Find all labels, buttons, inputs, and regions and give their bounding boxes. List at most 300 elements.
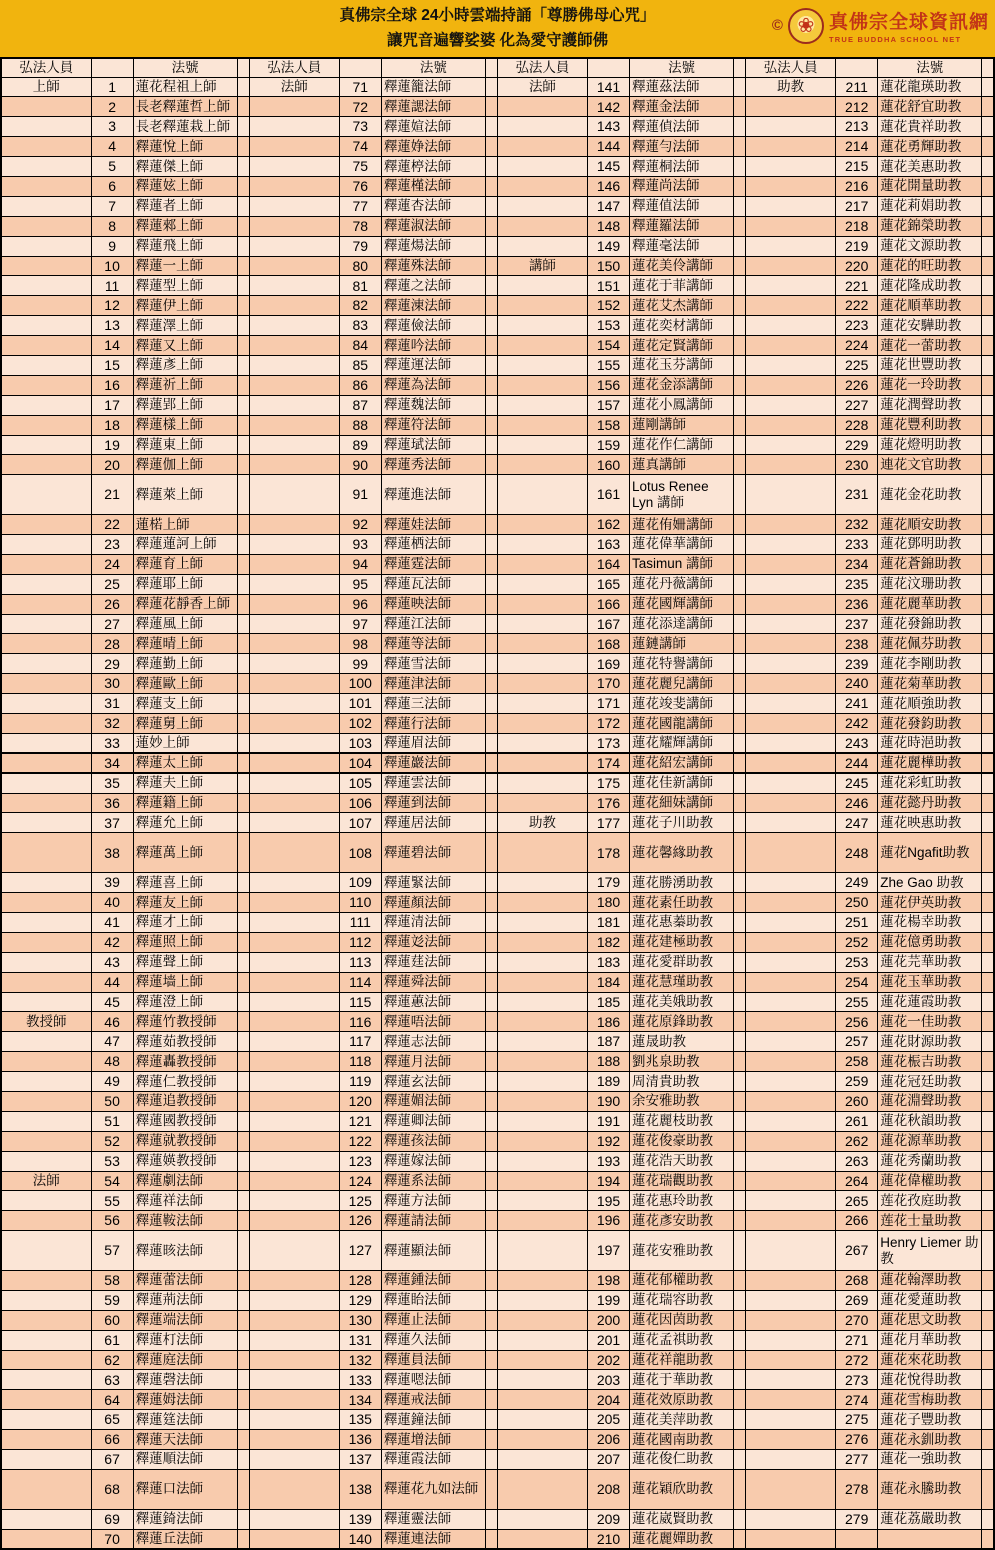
spacer-cell [485, 1310, 497, 1330]
number-cell: 233 [836, 535, 878, 555]
name-cell: 蓮花世豐助教 [878, 355, 982, 375]
spacer-cell [734, 455, 746, 475]
role-cell [1, 236, 91, 256]
spacer-cell [485, 1171, 497, 1191]
number-cell: 85 [339, 355, 381, 375]
role-cell [497, 1012, 587, 1032]
role-cell [746, 1330, 836, 1350]
number-cell: 68 [91, 1469, 133, 1509]
role-cell [746, 992, 836, 1012]
roster-row [1, 1330, 994, 1350]
role-cell [746, 515, 836, 535]
spacer-cell [485, 375, 497, 395]
number-cell: 264 [836, 1171, 878, 1191]
spacer-cell [237, 1052, 249, 1072]
role-cell [746, 1032, 836, 1052]
name-cell: 釋蓮花九如法師 [381, 1469, 485, 1509]
role-cell [497, 1171, 587, 1191]
spacer-cell [734, 554, 746, 574]
roster-row [1, 97, 994, 117]
role-cell [1, 1450, 91, 1470]
spacer-cell [237, 1072, 249, 1092]
spacer-cell [237, 137, 249, 157]
spacer-cell [237, 793, 249, 813]
number-cell: 254 [836, 972, 878, 992]
spacer-cell [485, 594, 497, 614]
roster-row [1, 614, 994, 634]
spacer-cell [982, 614, 994, 634]
number-cell: 116 [339, 1012, 381, 1032]
role-cell [497, 634, 587, 654]
number-cell: 55 [91, 1191, 133, 1211]
role-cell [746, 753, 836, 773]
number-cell: 103 [339, 733, 381, 753]
spacer-cell [982, 296, 994, 316]
number-cell: 262 [836, 1131, 878, 1151]
number-cell: 45 [91, 992, 133, 1012]
number-cell: 10 [91, 256, 133, 276]
number-cell: 84 [339, 336, 381, 356]
role-cell [746, 336, 836, 356]
name-cell: 蓮花龍瑛助教 [878, 77, 982, 97]
name-cell: 釋蓮仁教授師 [133, 1072, 237, 1092]
spacer-cell [982, 455, 994, 475]
number-cell: 69 [91, 1509, 133, 1529]
number-cell: 247 [836, 813, 878, 833]
role-cell [1, 455, 91, 475]
role-cell [497, 1151, 587, 1171]
name-cell: 釋蓮支上師 [133, 694, 237, 714]
number-cell: 214 [836, 137, 878, 157]
name-cell: 釋蓮茹教授師 [133, 1032, 237, 1052]
number-cell: 74 [339, 137, 381, 157]
number-cell: 37 [91, 813, 133, 833]
role-cell [1, 1151, 91, 1171]
role-cell [497, 893, 587, 913]
number-cell: 51 [91, 1111, 133, 1131]
role-cell [249, 316, 339, 336]
number-cell: 6 [91, 176, 133, 196]
name-cell: 蓮花惠玲助教 [630, 1191, 734, 1211]
number-cell: 189 [587, 1072, 629, 1092]
name-cell: 釋蓮媗法師 [381, 117, 485, 137]
spacer-cell [982, 714, 994, 734]
spacer-cell [485, 216, 497, 236]
roster-row [1, 813, 994, 833]
role-cell [1, 1430, 91, 1450]
role-cell [746, 1350, 836, 1370]
number-cell: 112 [339, 932, 381, 952]
number-cell: 241 [836, 694, 878, 714]
name-cell: 釋蓮等法師 [381, 634, 485, 654]
number-cell: 39 [91, 873, 133, 893]
number-cell: 173 [587, 733, 629, 753]
name-cell: 蓮花Ngafit助教 [878, 833, 982, 873]
name-cell: 釋蓮魏法師 [381, 395, 485, 415]
roster-row [1, 594, 994, 614]
name-cell: 蓮花郁權助教 [630, 1270, 734, 1290]
spacer-cell [734, 336, 746, 356]
number-cell: 91 [339, 475, 381, 515]
spacer-cell [237, 773, 249, 793]
name-cell: 釋蓮端法師 [133, 1310, 237, 1330]
number-cell: 205 [587, 1410, 629, 1430]
number-cell: 25 [91, 574, 133, 594]
role-cell [249, 97, 339, 117]
role-cell [249, 1032, 339, 1052]
role-cell [249, 654, 339, 674]
number-cell: 102 [339, 714, 381, 734]
roster-row [1, 276, 994, 296]
name-cell: 釋蓮籍上師 [133, 793, 237, 813]
spacer-cell [237, 1131, 249, 1151]
name-cell: 蓮花麗嬋助教 [630, 1529, 734, 1549]
number-cell: 234 [836, 554, 878, 574]
name-cell: 釋蓮允上師 [133, 813, 237, 833]
spacer-cell [734, 1171, 746, 1191]
name-cell: 釋蓮靈法師 [381, 1509, 485, 1529]
name-cell: 釋蓮之法師 [381, 276, 485, 296]
name-cell: 釋蓮員法師 [381, 1350, 485, 1370]
spacer-cell [734, 1390, 746, 1410]
name-cell: 蓮花俊仁助教 [630, 1450, 734, 1470]
spacer-cell [734, 594, 746, 614]
name-cell: 釋蓮鍾法師 [381, 1270, 485, 1290]
role-cell [746, 1191, 836, 1211]
role-cell [497, 753, 587, 773]
number-cell: 206 [587, 1430, 629, 1450]
spacer-cell [982, 1171, 994, 1191]
name-cell: Lotus Renee Lyn 講師 [630, 475, 734, 515]
roster-row [1, 1091, 994, 1111]
spacer-cell [485, 1390, 497, 1410]
roster-row [1, 1290, 994, 1310]
spacer-cell [982, 674, 994, 694]
role-cell [497, 1290, 587, 1310]
role-cell [1, 276, 91, 296]
name-cell: 釋蓮江法師 [381, 614, 485, 634]
role-cell [746, 117, 836, 137]
role-cell [249, 296, 339, 316]
role-cell [746, 893, 836, 913]
spacer-cell [982, 157, 994, 177]
spacer-cell [734, 77, 746, 97]
number-cell: 158 [587, 415, 629, 435]
role-cell [746, 316, 836, 336]
number-cell: 71 [339, 77, 381, 97]
spacer-cell [237, 1111, 249, 1131]
role-cell: 法師 [249, 77, 339, 97]
number-cell: 110 [339, 893, 381, 913]
spacer-cell [485, 1091, 497, 1111]
role-cell [1, 1072, 91, 1092]
number-cell: 246 [836, 793, 878, 813]
role-cell [249, 157, 339, 177]
name-cell: 釋蓮錡法師 [133, 1509, 237, 1529]
name-cell: 蓮花玉華助教 [878, 972, 982, 992]
name-cell: 釋蓮聲上師 [133, 952, 237, 972]
name-cell: 釋蓮媖教授師 [133, 1151, 237, 1171]
spacer-cell [485, 833, 497, 873]
spacer-cell [982, 196, 994, 216]
name-cell: 釋蓮尚法師 [630, 176, 734, 196]
spacer-cell [237, 614, 249, 634]
role-cell [497, 952, 587, 972]
name-cell: 釋蓮萊上師 [133, 475, 237, 515]
role-cell [1, 614, 91, 634]
role-cell [1, 1191, 91, 1211]
role-cell [249, 1529, 339, 1549]
number-cell: 161 [587, 475, 629, 515]
name-cell: 蓮花麗兒講師 [630, 674, 734, 694]
roster-row [1, 1469, 994, 1509]
name-cell: 蓮花一佳助教 [878, 1012, 982, 1032]
name-cell: 蓮花蓮霞助教 [878, 992, 982, 1012]
roster-row [1, 1171, 994, 1191]
name-cell: 釋蓮緊法師 [381, 873, 485, 893]
name-cell: 蓮花燈明助教 [878, 435, 982, 455]
spacer-cell [982, 236, 994, 256]
role-cell [497, 435, 587, 455]
role-cell [746, 654, 836, 674]
role-cell [249, 415, 339, 435]
spacer-cell [734, 375, 746, 395]
number-cell: 89 [339, 435, 381, 455]
role-cell [1, 773, 91, 793]
number-cell: 257 [836, 1032, 878, 1052]
role-cell [249, 833, 339, 873]
name-cell: 釋蓮嫁法師 [381, 1151, 485, 1171]
number-cell: 172 [587, 714, 629, 734]
number-cell: 149 [587, 236, 629, 256]
number-cell: 267 [836, 1231, 878, 1271]
role-cell [746, 912, 836, 932]
name-cell: 蓮花豐利助教 [878, 415, 982, 435]
name-cell: 蓮花定賢講師 [630, 336, 734, 356]
name-cell: 蓮花開量助教 [878, 176, 982, 196]
spacer-cell [237, 594, 249, 614]
role-cell [249, 1450, 339, 1470]
number-cell: 66 [91, 1430, 133, 1450]
spacer-cell [485, 694, 497, 714]
role-cell [497, 614, 587, 634]
spacer-cell [734, 415, 746, 435]
roster-row [1, 1350, 994, 1370]
name-cell: 蓮花紹宏講師 [630, 753, 734, 773]
role-cell [1, 1211, 91, 1231]
name-cell: 長老釋蓮栽上師 [133, 117, 237, 137]
spacer-cell [734, 137, 746, 157]
spacer-cell [982, 773, 994, 793]
spacer-cell [982, 395, 994, 415]
roster-row [1, 1111, 994, 1131]
number-cell: 237 [836, 614, 878, 634]
spacer-cell [237, 355, 249, 375]
roster-row [1, 455, 994, 475]
name-cell: 蓮花楊幸助教 [878, 912, 982, 932]
role-cell [497, 355, 587, 375]
name-cell: 蓮花耀輝講師 [630, 733, 734, 753]
name-cell: 釋蓮卿法師 [381, 1111, 485, 1131]
number-cell: 203 [587, 1370, 629, 1390]
role-cell [497, 1191, 587, 1211]
roster-row [1, 1509, 994, 1529]
name-cell: 蓮花國輝講師 [630, 594, 734, 614]
name-cell: 釋蓮系法師 [381, 1171, 485, 1191]
name-cell: 釋蓮蕾法師 [133, 1270, 237, 1290]
role-cell [1, 733, 91, 753]
role-cell [1, 793, 91, 813]
role-cell [249, 1390, 339, 1410]
number-cell: 137 [339, 1450, 381, 1470]
name-cell: 蓮楉上師 [133, 515, 237, 535]
number-cell: 131 [339, 1330, 381, 1350]
role-cell [249, 176, 339, 196]
roster-row [1, 833, 994, 873]
spacer-cell [237, 634, 249, 654]
role-cell [1, 1131, 91, 1151]
role-cell [497, 574, 587, 594]
spacer-cell [982, 1111, 994, 1131]
name-cell: 釋蓮涷法師 [381, 296, 485, 316]
name-cell: 釋蓮杏法師 [381, 196, 485, 216]
role-cell [497, 992, 587, 1012]
role-cell [497, 773, 587, 793]
number-cell: 235 [836, 574, 878, 594]
name-cell: 釋蓮唔法師 [381, 1012, 485, 1032]
spacer-cell [485, 893, 497, 913]
number-cell: 23 [91, 535, 133, 555]
spacer-cell [485, 515, 497, 535]
spacer-cell [485, 1529, 497, 1549]
role-cell [249, 1111, 339, 1131]
spacer-cell [237, 415, 249, 435]
spacer-cell [734, 1509, 746, 1529]
spacer-cell [485, 137, 497, 157]
number-cell: 72 [339, 97, 381, 117]
name-cell: 蓮花美萍助教 [630, 1410, 734, 1430]
spacer-cell [982, 1509, 994, 1529]
number-cell: 245 [836, 773, 878, 793]
name-cell: 蓮花彥安助教 [630, 1211, 734, 1231]
spacer-cell [237, 1091, 249, 1111]
spacer-cell [734, 634, 746, 654]
role-cell [249, 1330, 339, 1350]
role-cell [497, 554, 587, 574]
spacer-cell [485, 813, 497, 833]
number-column-header [587, 58, 629, 77]
spacer-cell [237, 256, 249, 276]
number-cell: 78 [339, 216, 381, 236]
spacer-cell [982, 475, 994, 515]
name-cell: 蓮花秀蘭助教 [878, 1151, 982, 1171]
name-cell: 蓮花玉芬講師 [630, 355, 734, 375]
roster-row [1, 196, 994, 216]
role-cell [497, 714, 587, 734]
name-cell: 蓮花荔嚴助教 [878, 1509, 982, 1529]
spacer-cell [734, 1469, 746, 1509]
name-cell: 釋蓮儉法師 [381, 316, 485, 336]
number-cell: 274 [836, 1390, 878, 1410]
number-cell: 118 [339, 1052, 381, 1072]
name-cell: 蓮花因茵助教 [630, 1310, 734, 1330]
number-cell: 15 [91, 355, 133, 375]
spacer-cell [237, 694, 249, 714]
number-cell: 61 [91, 1330, 133, 1350]
number-cell: 219 [836, 236, 878, 256]
name-cell: 釋蓮劇法師 [133, 1171, 237, 1191]
role-cell [746, 535, 836, 555]
name-column-header: 法號 [381, 58, 485, 77]
number-cell: 47 [91, 1032, 133, 1052]
roster-row [1, 873, 994, 893]
number-cell: 201 [587, 1330, 629, 1350]
spacer-cell [734, 1052, 746, 1072]
roster-row [1, 1131, 994, 1151]
role-cell [249, 336, 339, 356]
roster-row [1, 395, 994, 415]
spacer-cell [982, 873, 994, 893]
spacer-cell [485, 634, 497, 654]
person-column-header: 弘法人員 [497, 58, 587, 77]
spacer-cell [237, 276, 249, 296]
number-cell: 199 [587, 1290, 629, 1310]
person-column-header: 弘法人員 [1, 58, 91, 77]
spacer-cell [485, 196, 497, 216]
number-cell: 270 [836, 1310, 878, 1330]
number-cell: 133 [339, 1370, 381, 1390]
spacer-cell [485, 176, 497, 196]
spacer-cell [734, 1012, 746, 1032]
number-cell: 156 [587, 375, 629, 395]
number-cell: 46 [91, 1012, 133, 1032]
name-cell: 蓮晟助教 [630, 1032, 734, 1052]
role-cell [249, 1211, 339, 1231]
role-cell [1, 256, 91, 276]
name-cell: 釋蓮顏法師 [381, 893, 485, 913]
spacer-cell [982, 1430, 994, 1450]
spacer-cell [982, 435, 994, 455]
name-column-header: 法號 [878, 58, 982, 77]
name-cell: 釋蓮志法師 [381, 1032, 485, 1052]
spacer-cell [982, 1410, 994, 1430]
name-cell: 蓮花翰澤助教 [878, 1270, 982, 1290]
name-cell: 釋蓮伊上師 [133, 296, 237, 316]
number-cell: 53 [91, 1151, 133, 1171]
name-cell: 蓮花順強助教 [878, 694, 982, 714]
name-cell: 蓮花來花助教 [878, 1350, 982, 1370]
spacer-cell [485, 614, 497, 634]
spacer-cell [982, 1211, 994, 1231]
role-cell [249, 1012, 339, 1032]
spacer-column-header [734, 58, 746, 77]
spacer-cell [734, 196, 746, 216]
name-cell: 蓮花俊豪助教 [630, 1131, 734, 1151]
number-cell: 223 [836, 316, 878, 336]
number-cell: 212 [836, 97, 878, 117]
spacer-cell [237, 1151, 249, 1171]
name-cell: 蓮花伊英助教 [878, 893, 982, 913]
name-cell: 釋蓮孩法師 [381, 1131, 485, 1151]
number-cell: 183 [587, 952, 629, 972]
spacer-cell [982, 1191, 994, 1211]
roster-row [1, 574, 994, 594]
name-cell: 蓮花國龍講師 [630, 714, 734, 734]
spacer-cell [237, 733, 249, 753]
number-cell: 63 [91, 1370, 133, 1390]
roster-row [1, 515, 994, 535]
role-cell [746, 733, 836, 753]
